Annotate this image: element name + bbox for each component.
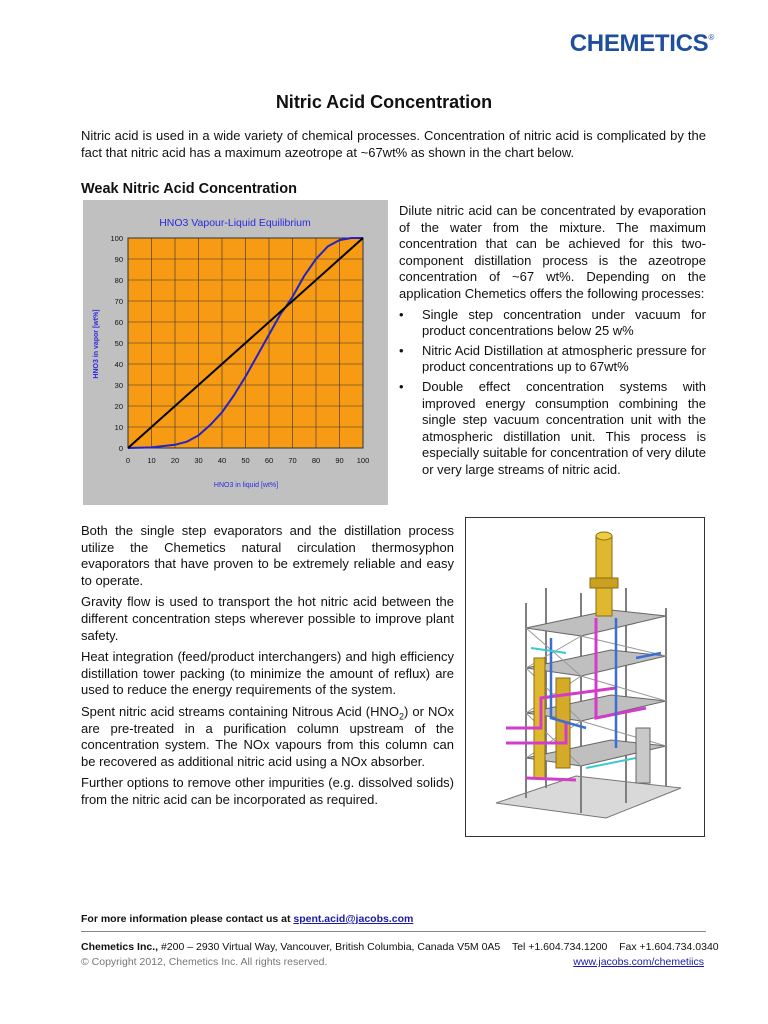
list-item — [399, 307, 706, 340]
paragraph-evaporators: Both the single step evaporators and the distillation process utilize the Chemetics natural circulation thermosyphon evaporators that have proven to be extremely reliable and easy to operate. — [81, 523, 454, 588]
y-tick-label: 40 — [114, 360, 123, 369]
footer-divider — [81, 931, 706, 932]
x-tick-label: 100 — [356, 456, 370, 465]
bullet-icon: • — [399, 342, 404, 358]
x-axis-label: HNO3 in liquid [wt%] — [213, 482, 279, 489]
y-tick-label: 0 — [118, 444, 123, 453]
y-tick-label: 100 — [110, 234, 123, 243]
process-options-list — [399, 307, 706, 479]
paragraph-heat-integration: Heat integration (feed/product interchangers) and high efficiency distillation tower packing (to minimize the amount of reflux) are used to reduce the energy requirements of the system. — [81, 649, 454, 698]
design-features — [81, 523, 454, 814]
section-heading: Weak Nitric Acid Concentration — [81, 181, 297, 197]
bullet-icon: • — [399, 378, 404, 394]
paragraph-gravity-flow: Gravity flow is used to transport the hot nitric acid between the different concentration steps wherever possible to improve plant safety. — [81, 594, 454, 643]
footer-contact-line: For more information please contact us at spent.acid@jacobs.com — [81, 913, 414, 925]
plant-structure-illustration — [466, 518, 704, 836]
x-tick-label: 80 — [311, 456, 321, 465]
list-item — [399, 379, 706, 479]
paragraph-impurities: Further options to remove other impurities (e.g. dissolved solids) from the nitric acid can be incorporated as required. — [81, 775, 454, 807]
list-item-text: Double effect concentration systems with improved energy consumption combining the single step vacuum concentration unit with the atmospheric distillation unit. This process is especially suitable for concentration of very dilute or very large streams of nitric acid. — [422, 378, 706, 477]
bullet-icon: • — [399, 306, 404, 322]
list-item-text: Nitric Acid Distillation at atmospheric pressure for product concentrations up to 67wt% — [422, 342, 706, 375]
vle-chart — [83, 200, 388, 505]
y-tick-label: 60 — [114, 318, 123, 327]
x-tick-label: 0 — [125, 456, 131, 465]
y-axis-label: HNO3 in vapor [wt%] — [93, 309, 100, 379]
x-tick-label: 70 — [288, 456, 297, 465]
y-tick-label: 70 — [114, 297, 123, 306]
company-logo — [570, 30, 714, 58]
plant-rendering-image — [465, 517, 705, 837]
y-tick-label: 50 — [114, 339, 123, 348]
paragraph-spent-acid: Spent nitric acid streams containing Nitrous Acid $(HNO_2)$ or NOx are pre-treated in a purification column upstream of the concentration system. The NOx vapours from this column can be recovered as additional nitric acid using a NOx absorber. — [81, 703, 454, 769]
process-intro-paragraph: Dilute nitric acid can be concentrated by evaporation of the water from the mixture. The maximum concentration that can be achieved for this two-component distillation process is the azeotrope concentration of ~67 wt%. Depending on the application Chemetics offers the following processes: — [399, 203, 706, 301]
x-tick-label: 30 — [194, 456, 203, 465]
y-tick-label: 10 — [114, 423, 123, 432]
x-tick-label: 20 — [170, 456, 180, 465]
footer-copyright: © Copyright 2012, Chemetics Inc. All rights reserved. — [81, 956, 328, 968]
list-item — [399, 343, 706, 376]
intro-paragraph: Nitric acid is used in a wide variety of chemical processes. Concentration of nitric acid is complicated by the fact that nitric acid has a maximum azeotrope at ~67wt% as shown in the chart below. — [81, 128, 706, 160]
y-tick-label: 90 — [114, 255, 123, 264]
logo-text: CHEMETICS — [569, 30, 709, 57]
list-item-text: Single step concentration under vacuum for product concentrations below 25 w% — [422, 306, 706, 339]
x-tick-label: 40 — [217, 456, 227, 465]
x-tick-label: 60 — [264, 456, 274, 465]
x-tick-label: 90 — [335, 456, 344, 465]
footer-address-line: Chemetics Inc., #200 – 2930 Virtual Way, Vancouver, British Columbia, Canada V5M 0A5 Tel +1.604.734.1200 Fax +1.604.734.0340 — [81, 941, 719, 953]
website-link[interactable]: www.jacobs.com/chemetiics — [573, 956, 704, 968]
contact-email-link[interactable]: spent.acid@jacobs.com — [293, 913, 414, 925]
registered-mark: ® — [708, 33, 714, 42]
x-tick-label: 10 — [147, 456, 156, 465]
x-tick-label: 50 — [241, 456, 250, 465]
chart-title: HNO3 Vapour-Liquid Equilibrium — [159, 217, 311, 229]
vle-chart-svg — [83, 200, 388, 505]
y-tick-label: 30 — [114, 381, 123, 390]
y-tick-label: 80 — [114, 276, 123, 285]
page-title: Nitric Acid Concentration — [275, 92, 493, 112]
process-description — [399, 203, 706, 482]
y-tick-label: 20 — [114, 402, 123, 411]
